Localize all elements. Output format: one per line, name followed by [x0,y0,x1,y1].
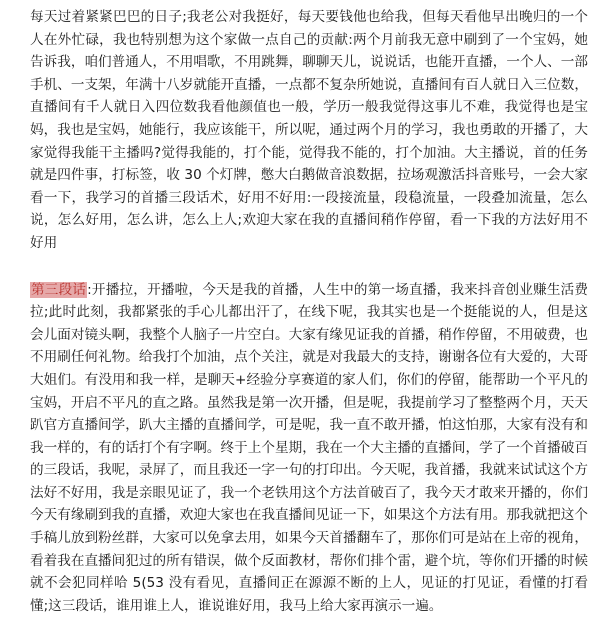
section-label-highlight: 第三段话 [31,281,87,298]
document-body [30,6,588,617]
paragraph-intro: 每天过着紧紧巴巴的日子;我老公对我挺好，每天要钱他也给我，但每天看他早出晚归的一个人在外忙碌，我也特别想为这个家做一点自己的贡献:两个月前我无意中刷到了一个宝妈，她告诉我，咱们普通人，不用唱歌，不用跳舞，聊聊天儿，说说话，也能开直播，一个人、一部手机、一支架，年满十八岁就能开直播，一点都不复杂所她说，直播间有百人就日入三位数，直播间有千人就日入四位数我看他颜值也一般，学历一般我觉得这事儿不难，我觉得也是宝妈，我也是宝妈，她能行，我应该能干，所以呢，通过两个月的学习，我也勇敢的开播了，大家觉得我能干主播吗?觉得我能的，打个能，觉得我不能的，打个加油。大主播说，首的任务就是四件事，打标签，收 30 个灯牌，憋大白鹅做音浪数据，拉场观激活抖音账号，一会大家看一下，我学习的首播三段话术，好用不好用:一段接流量，段稳流量，一段叠加流量，怎么说，怎么好用，怎么讲，怎么上人;欢迎大家在我的直播间稍作停留，看一下我的方法好用不好用 [30,9,588,251]
paragraph-third-section-text: :开播拉，开播啦，今天是我的首播，人生中的第一场直播，我来抖音创业赚生活费拉;此时此刻，我都紧张的手心儿都出汗了，在线下呢，我其实也是一个挺能说的人，但是这会儿面对镜头啊，我整个人脑子一片空白。大家有缘见证我的首播，稍作停留，不用破费，也不用刷任何礼物。给我打个加油，点个关注，就是对我最大的支持，谢谢各位有大爱的，大哥大姐们。有没用和我一样，是聊天+经验分享赛道的家人们，你们的停留，能帮助一个平凡的宝妈，开启不平凡的直之路。虽然我是第一次开播，但是呢，我提前学习了整整两个月，天天趴官方直播间学，趴大主播的直播间学，可是呢，我一直不敢开播，怕这怕那，大家有没有和我一样的，有的话打个有字啊。终于上个星期，我在一个大主播的直播间，学了一个首播破百的三段话，我呢，录屏了，而且我还一字一句的打印出。今天呢，我首播，我就来试试这个方法好不好用，我是亲眼见证了，我一个老铁用这个方法首破百了，我今天才敢来开播的，你们今天有缘刷到我的直播，欢迎大家也在我直播间见证一下，如果这个方法有用。那我就把这个手稿儿放到粉丝群，大家可以免拿去用，如果今天首播翻车了，那你们可是站在上帝的视角，看着我在直播间犯过的所有错误，做个反面教材，帮你们排个雷，避个坑，等你们开播的时候就不会犯同样哈 5(53 没有看见，直播间正在源源不断的上人，见证的打见证，看懂的打看懂;这三段话，谁用谁上人，谁说谁好用，我马上给大家再演示一遍。 [30,281,589,614]
paragraph-third-section [30,279,588,618]
